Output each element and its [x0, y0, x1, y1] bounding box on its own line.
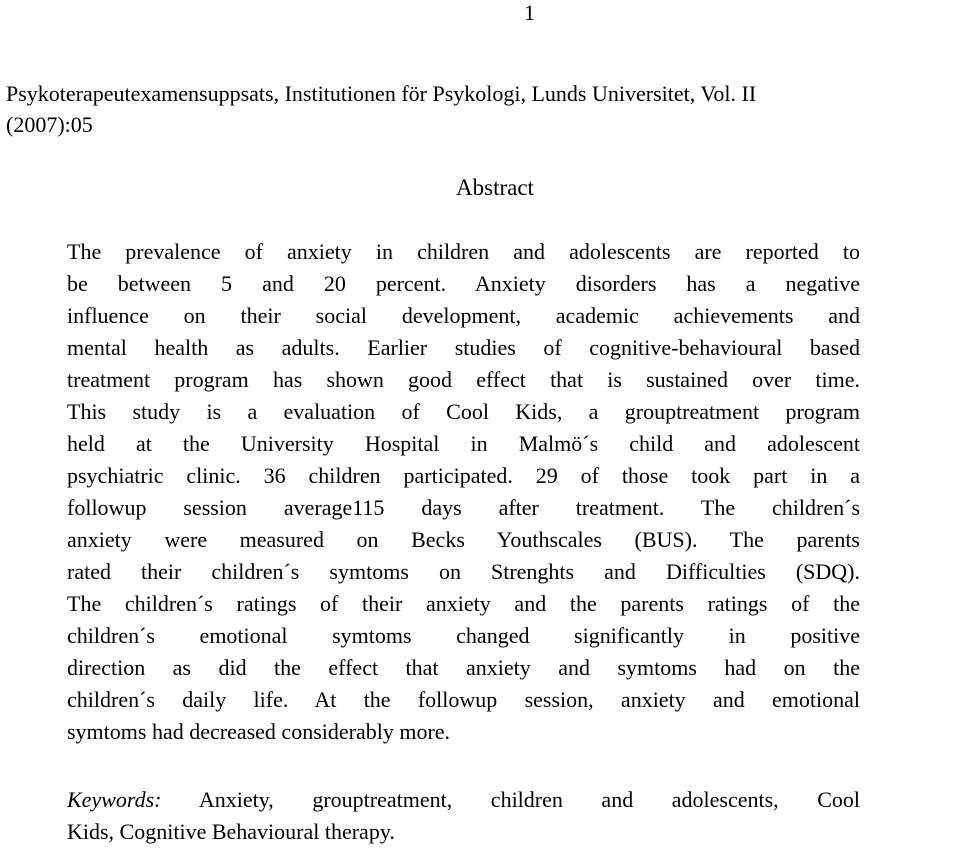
keywords-line-1: [67, 784, 860, 816]
abstract-line: children´s emotional symtoms changed significantly in positive: [67, 623, 860, 648]
journal-reference: [6, 78, 960, 140]
abstract-line: children´s daily life. At the followup session, anxiety and emotional: [67, 687, 860, 712]
abstract-line: direction as did the effect that anxiety and symtoms had on the: [67, 655, 860, 680]
abstract-line: followup session average115 days after treatment. The children´s: [67, 495, 860, 520]
abstract-line: The prevalence of anxiety in children and adolescents are reported to: [67, 239, 860, 264]
keywords-label: Keywords:: [67, 787, 162, 812]
abstract-line: held at the University Hospital in Malmö´s child and adolescent: [67, 431, 860, 456]
abstract-line: influence on their social development, academic achievements and: [67, 303, 860, 328]
keywords-text-1: Anxiety, grouptreatment, children and adolescents, Cool: [161, 787, 860, 812]
abstract-line: The children´s ratings of their anxiety and the parents ratings of the: [67, 591, 860, 616]
page-number: 1: [524, 0, 535, 25]
keywords-line-2: Kids, Cognitive Behavioural therapy.: [67, 819, 395, 844]
abstract-line: mental health as adults. Earlier studies of cognitive-behavioural based: [67, 335, 860, 360]
abstract-line: anxiety were measured on Becks Youthscales (BUS). The parents: [67, 527, 860, 552]
abstract-line: rated their children´s symtoms on Strenghts and Difficulties (SDQ).: [67, 559, 860, 584]
journal-reference-line-2: (2007):05: [6, 112, 93, 137]
abstract-body: [67, 236, 860, 748]
abstract-heading: Abstract: [456, 175, 534, 200]
abstract-line: psychiatric clinic. 36 children participated. 29 of those took part in a: [67, 463, 860, 488]
abstract-line: treatment program has shown good effect that is sustained over time.: [67, 367, 860, 392]
abstract-line: be between 5 and 20 percent. Anxiety disorders has a negative: [67, 271, 860, 296]
abstract-line: This study is a evaluation of Cool Kids, a grouptreatment program: [67, 399, 860, 424]
abstract-line: symtoms had decreased considerably more.: [67, 719, 451, 744]
journal-reference-line-1: Psykoterapeutexamensuppsats, Institutionen för Psykologi, Lunds Universitet, Vol. II: [6, 81, 757, 106]
keywords: [67, 784, 860, 848]
